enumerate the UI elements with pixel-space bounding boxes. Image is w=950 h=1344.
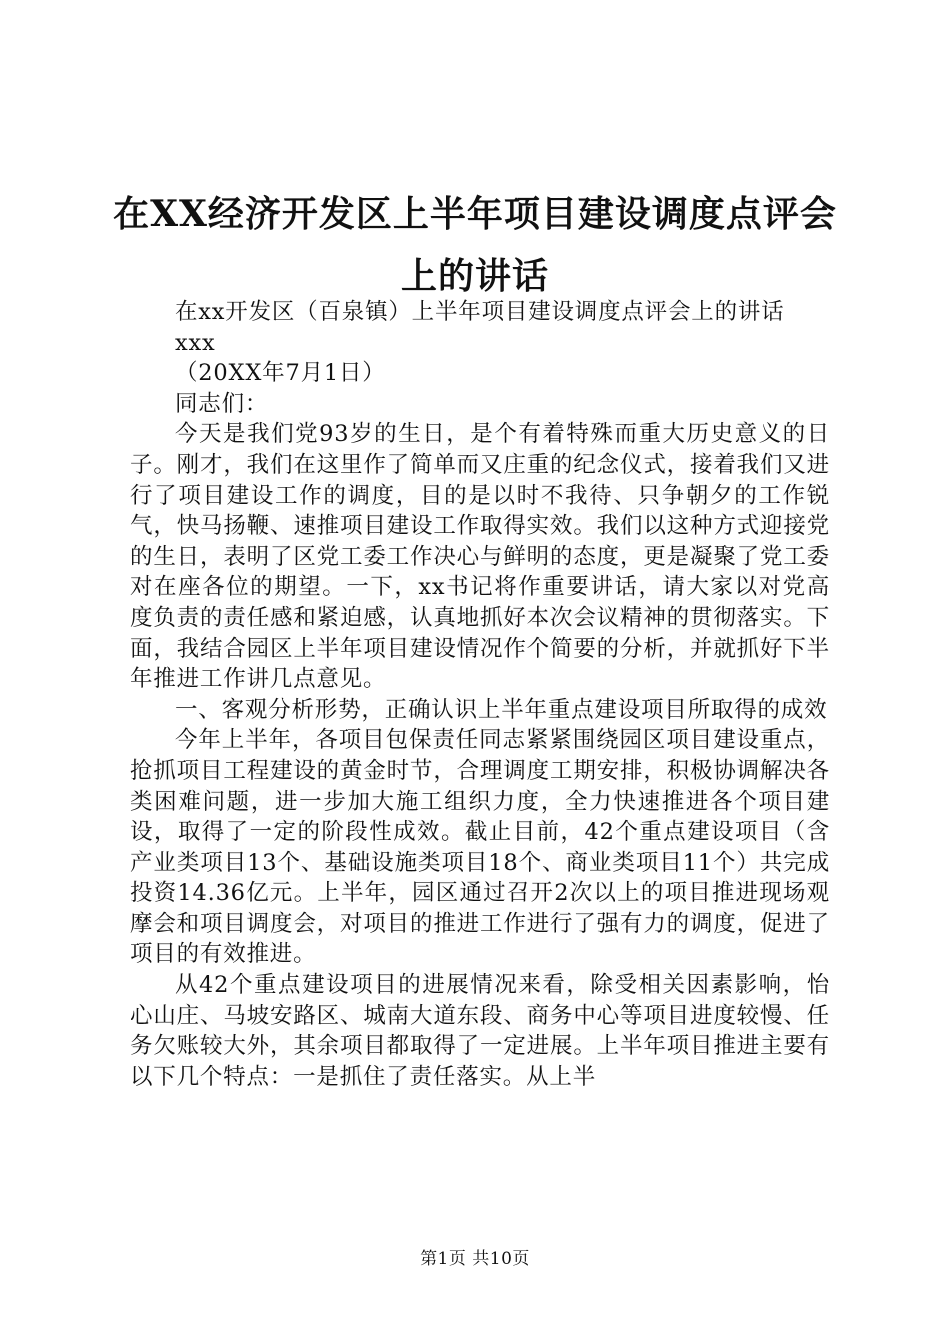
body-paragraph: 今天是我们党93岁的生日，是个有着特殊而重大历史意义的日子。刚才，我们在这里作了简单而又庄重的纪念仪式，接着我们又进行了项目建设工作的调度，目的是以时不我待、只争朝夕的工作锐气，快马扬鞭、速推项目建设工作取得实效。我们以这种方式迎接党的生日，表明了区党工委工作决心与鲜明的态度，更是凝聚了党工委对在座各位的期望。一下，xx书记将作重要讲话，请大家以对党高度负责的责任感和紧迫感，认真地抓好本次会议精神的贯彻落实。下面，我结合园区上半年项目建设情况作个简要的分析，并就抓好下半年推进工作讲几点意见。: [130, 421, 830, 693]
speaker-name: xxx: [175, 329, 216, 356]
document-title-line-1: 在XX经济开发区上半年项目建设调度点评会: [113, 193, 837, 235]
speech-heading-paragraph: 在xx开发区（百泉镇）上半年项目建设调度点评会上的讲话: [175, 299, 785, 325]
document-title-line-2: 上的讲话: [400, 255, 549, 297]
speech-date: （20XX年7月1日）: [175, 360, 386, 387]
page-number-footer: 第1页 共10页: [420, 1249, 530, 1269]
body-paragraph: 今年上半年，各项目包保责任同志紧紧围绕园区项目建设重点，抢抓项目工程建设的黄金时节，合理调度工期安排，积极协调解决各类困难问题，进一步加大施工组织力度，全力快速推进各个项目建设，取得了一定的阶段性成效。截止目前，42个重点建设项目（含产业类项目13个、基础设施类项目18个、商业类项目11个）共完成投资14.36亿元。上半年，园区通过召开2次以上的项目推进现场观摩会和项目调度会，对项目的推进工作进行了强有力的调度，促进了项目的有效推进。: [130, 727, 830, 968]
body-paragraph: 从42个重点建设项目的进展情况来看，除受相关因素影响，怡心山庄、马坡安路区、城南大道东段、商务中心等项目进度较慢、任务欠账较大外，其余项目都取得了一定进展。上半年项目推进主要有以下几个特点：一是抓住了责任落实。从上半: [130, 972, 830, 1090]
document-body: [130, 297, 830, 1092]
salutation: 同志们：: [175, 390, 269, 417]
section-heading: 一、客观分析形势，正确认识上半年重点建设项目所取得的成效: [175, 696, 828, 723]
